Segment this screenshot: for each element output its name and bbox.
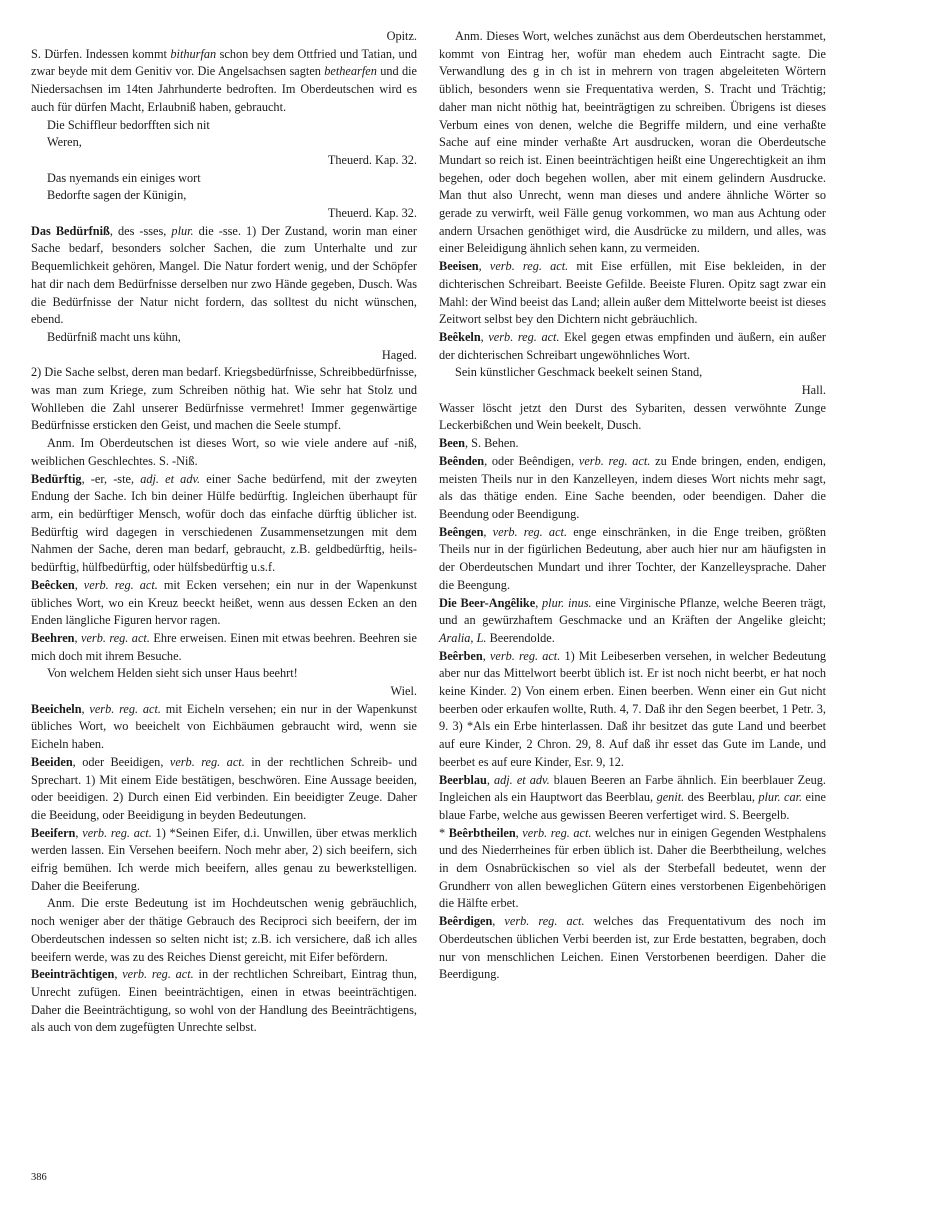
entry-beeintraechtigen: Beeinträchtigen, verb. reg. act. in der rechtlichen Schreibart, Eintrag thun, Unrecht zufügen. Einen beeinträchtigen, einen in etwas beeinträchtigen. Daher die Beeinträchtigung, so wohl von der Handlung des Beeinträchtigens, als auch von dem zugefügten Unrechte selbst. [31,967,417,1035]
entry-beengen: Beêngen, verb. reg. act. enge einschränken, in die Enge treiben, größten Theils nur in der figürlichen Bedeutung, aber auch hier nur am häufigsten in der Oberdeutschen Mundart und ihrer Tochter, der Kanzelleysprache. Daher die Beengung. [439,524,826,592]
entry-beerblau: Beerblau, adj. et adv. blauen Beeren an Farbe ähnlich. Ein beerblauer Zeug. Ingleichen als ein Hauptwort das Beerblau, genit. des Beerblau, plur. car. eine blaue Farbe, welche aus gewissen Beeren verfertiget wird. S. Beergelb. [439,772,827,822]
entry-beecken: Beêcken, verb. reg. act. mit Ecken versehen; ein nur in der Wapenkunst übliches Wort, wo ein Kreuz beeckt heißet, wenn aus dessen Ecken an den Enden längliche Figuren hervor ragen. [31,577,417,628]
source-citation: Wiel. [390,684,417,699]
verse-line: Von welchem Helden sieht sich unser Haus beehrt! [47,666,298,681]
entry-beerben: Beêrben, verb. reg. act. 1) Mit Leibeserben versehen, in welcher Bedeutung aber nur das Mittelwort beerbt üblich ist. Er ist noch nicht beerbt, er hat noch keine Kinder. 2) Von einem erben. Einen beerben. Wenn einer ein Gut nicht beerben oder erkaufen wollte, Ruth. 4, 7. Daß ihr den Segen beerbet, 1 Petr. 3, 9. 3) *Als ein Erbe hinterlassen. Daß ihr besitzet das gute Land und beerbet auf eure Kinder, 2 Chron. 29, 8. Auf daß ihr esset das Gute im Lande, und beerbet es auf eure Kinder, Esr. 9, 12. [439,648,826,769]
verse-line: Sein künstlicher Geschmack beekelt seinen Stand, [455,365,703,380]
source-citation: Opitz. [386,29,417,43]
paragraph: 2) Die Sache selbst, deren man bedarf. Kriegsbedürfnisse, Schreibbedürfnisse, was man zum Kriege, zum Schreiben nöthig hat. Wie sehr hat Stolz und Wohlleben die Zahl unserer Bedürfnisse vermehret! Immer gegenwärtige Bedürfnisse ersticken den Geist, und machen die Seele stumpf. [31,365,417,433]
paragraph: Wasser löscht jetzt den Durst des Sybariten, dessen verwöhnte Zunge Leckerbißchen und Wein beekelt, Dusch. [439,400,826,433]
entry-beekeln: Beêkeln, verb. reg. act. Ekel gegen etwas empfinden und äußern, ein außer der dichterischen Schreibart ungewöhnliches Wort. [439,329,826,362]
verse-line: Bedürfniß macht uns kühn, [47,329,181,344]
verse-line: Bedorfte sagen der Künigin, [47,188,187,203]
page-number: 386 [31,1172,47,1183]
entry-beeicheln: Beeicheln, verb. reg. act. mit Eicheln versehen; ein nur in der Wapenkunst übliches Wort, wo beeichelt von Eichbäumen gebraucht wird, wenn sie Eicheln haben. [31,701,417,752]
right-column [439,28,826,984]
entry-beduerfniss: Das Bedürfniß, des -sses, plur. die -sse. 1) Der Zustand, worin man einer Sache bedarf, besonders solcher Sachen, die zum Unterhalte und zur Bequemlichkeit gehören, Mangel. Die Natur fordert wenig, und der Schöpfer hat dir nach dem Bedürfnisse derselben nur zwo Hände gegeben, Dusch. Was die Bedürfnisse der Natur nicht fordern, das solltest du nicht wünschen, ebend. [31,223,417,327]
verse-line: Die Schiffleur bedorfften sich nit [47,117,210,132]
entry-beehren: Beehren, verb. reg. act. Ehre erweisen. Einen mit etwas beehren. Beehren sie mich doch mit ihrem Besuche. [31,630,417,663]
source-citation: Haged. [381,347,417,362]
entry-beeifern: Beeifern, verb. reg. act. 1) *Seinen Eifer, d.i. Unwillen, über etwas merklich werden lassen. Ein Versehen beeifern. Noch mehr aber, 2) sich beeifern, sich eifrig bemühen. Ich werde mich beeifern, alles genau zu bewerkstelligen. Daher die Beeiferung. [31,825,418,893]
entry-been: Been, S. Behen. [439,436,519,451]
annotation: Anm. Im Oberdeutschen ist dieses Wort, so wie viele andere auf -niß, weiblichen Geschlechtes. S. -Niß. [31,436,417,468]
entry-beduerftig: Bedürftig, -er, -ste, adj. et adv. einer Sache bedürfend, mit der zweyten Endung der Sache. Ich bin deiner Hülfe bedürftig. Ingleichen überhaupt für arm, ein bedürftiger Mensch, wofür doch das einfache dürftig üblicher ist. Bedürftig wird dagegen in verschiedenen Zusammensetzungen mit dem Nahmen der Sache, deren man bedarf, gebraucht, z.B. geldbedürftig, heilsbedürftig, hülfbedürftig, oder hülfsbedürftig u.s.f. [31,471,417,575]
annotation: Anm. Dieses Wort, welches zunächst aus dem Oberdeutschen herstammet, kommt von Eintrag her, wofür man ehedem auch Eintracht sagte. Die Verwandlung des g in ch ist in mehrern von tragen abgeleiteten Wörtern üblich, besonders wenn sie Frequentativa werden, S. Tracht und Trächtig; daher man nicht nöthig hat, beeinträgtigen zu schreiben. Übrigens ist dieses Verbum eines von denen, welche die Begriffe mildern, und eine verhaßte Sache auf eine minder verhaßte Art ausdrucken, woran die Oberdeutsche Mundart so reich ist. Einen beeinträchtigen heißt eine Ungerechtigkeit an ihm begehen, oder doch begehen wollen, aber mit einem gelindern Ausdrucke. Man thut also Unrecht, wenn man dieses und andere ähnliche Wörter so gerade zu verwirft, weil Fälle genug vorkommen, wo man aus Achtung oder andern Ursachen genöthiget wird, die Ausdrücke zu mildern, und alles, was einer Beleidigung ähnlich sehen kann, zu vermeiden. [439,29,826,256]
entry-beerdigen: Beêrdigen, verb. reg. act. welches das Frequentativum des noch im Oberdeutschen üblichen Verbi beerden ist, zur Erde bestatten, begraben, doch nur von menschlichen Leichen. Einen Verstorbenen beerdigen. Daher die Beerdigung. [439,914,826,982]
left-column [31,28,417,1037]
annotation: Anm. Die erste Bedeutung ist im Hochdeutschen wenig gebräuchlich, noch weniger aber der thätige Gebrauch des Reciproci sich beeifern, der im Oberdeutschen indessen so selten nicht ist; z.B. ich versichere, daß ich alles beeifern werde, was zu des Reiches Dienst gereicht, mit Eifer befördern. [31,896,417,964]
entry-beerbtheilen: * Beêrbtheilen, verb. reg. act. welches nur in einigen Gegenden Westphalens und des Niederrheines für erben üblich ist. Daher die Beerbtheilung, welches in dem Osnabrückischen so viel als der Sterbefall bedeutet, wenn der Grundherr von allen beweglichen Gütern eines verstorbenen Eigenbehörigen die Hälfte erbet. [439,825,827,911]
entry-beenden: Beênden, oder Beêndigen, verb. reg. act. zu Ende bringen, enden, endigen, meisten Theils nur in den Kanzelleyen, indem dieses Wort nichts mehr sagt, als das thätige enden. Eine Sache beenden, oder beendigen. Daher die Beendung oder Beendigung. [439,453,826,521]
paragraph: S. Dürfen. Indessen kommt bithurfan schon bey dem Ottfried und Tatian, und zwar beyde mit dem Genitiv vor. Die Angelsachsen sagten bethearfen und die Niedersachsen im 14ten Jahrhunderte bedroften. Im Oberdeutschen wird es auch für dürfen Macht, Erlaubniß haben, gebraucht. [31,46,417,114]
source-citation: Hall. [801,383,826,398]
entry-beeiden: Beeiden, oder Beeidigen, verb. reg. act. in der rechtlichen Schreib- und Sprechart. 1) Mit einem Eide bestätigen, beschwören. Eine Aussage beeiden, oder beeidigen. 2) Durch einen Eid verbinden. Ein beeidigter Zeuge. Daher die Beeidung, oder Beeidigung in beyden Bedeutungen. [31,754,417,822]
source-citation: Theuerd. Kap. 32. [327,206,417,221]
verse-line: Das nyemands ein einiges wort [47,170,201,185]
source-citation: Theuerd. Kap. 32. [327,152,417,167]
entry-beeisen: Beeisen, verb. reg. act. mit Eise erfüllen, mit Eise bekleiden, in der dichterischen Schreibart. Beeiste Gefilde. Beeiste Fluren. Opitz sagt zwar ein Mahl: der Wind beeist das Land; allein außer dem Mittelworte beeist ist dieses Zeitwort selbst bey den Dichtern nicht gebräuchlich. [439,259,826,327]
entry-beer-angelike: Die Beer-Angêlike, plur. inus. eine Virginische Pflanze, welche Beeren trägt, und an gewürzhaftem Geschmacke und an Kräften der Angelike gleicht; Aralia, L. Beerendolde. [439,595,827,645]
verse-line: Weren, [47,135,82,150]
